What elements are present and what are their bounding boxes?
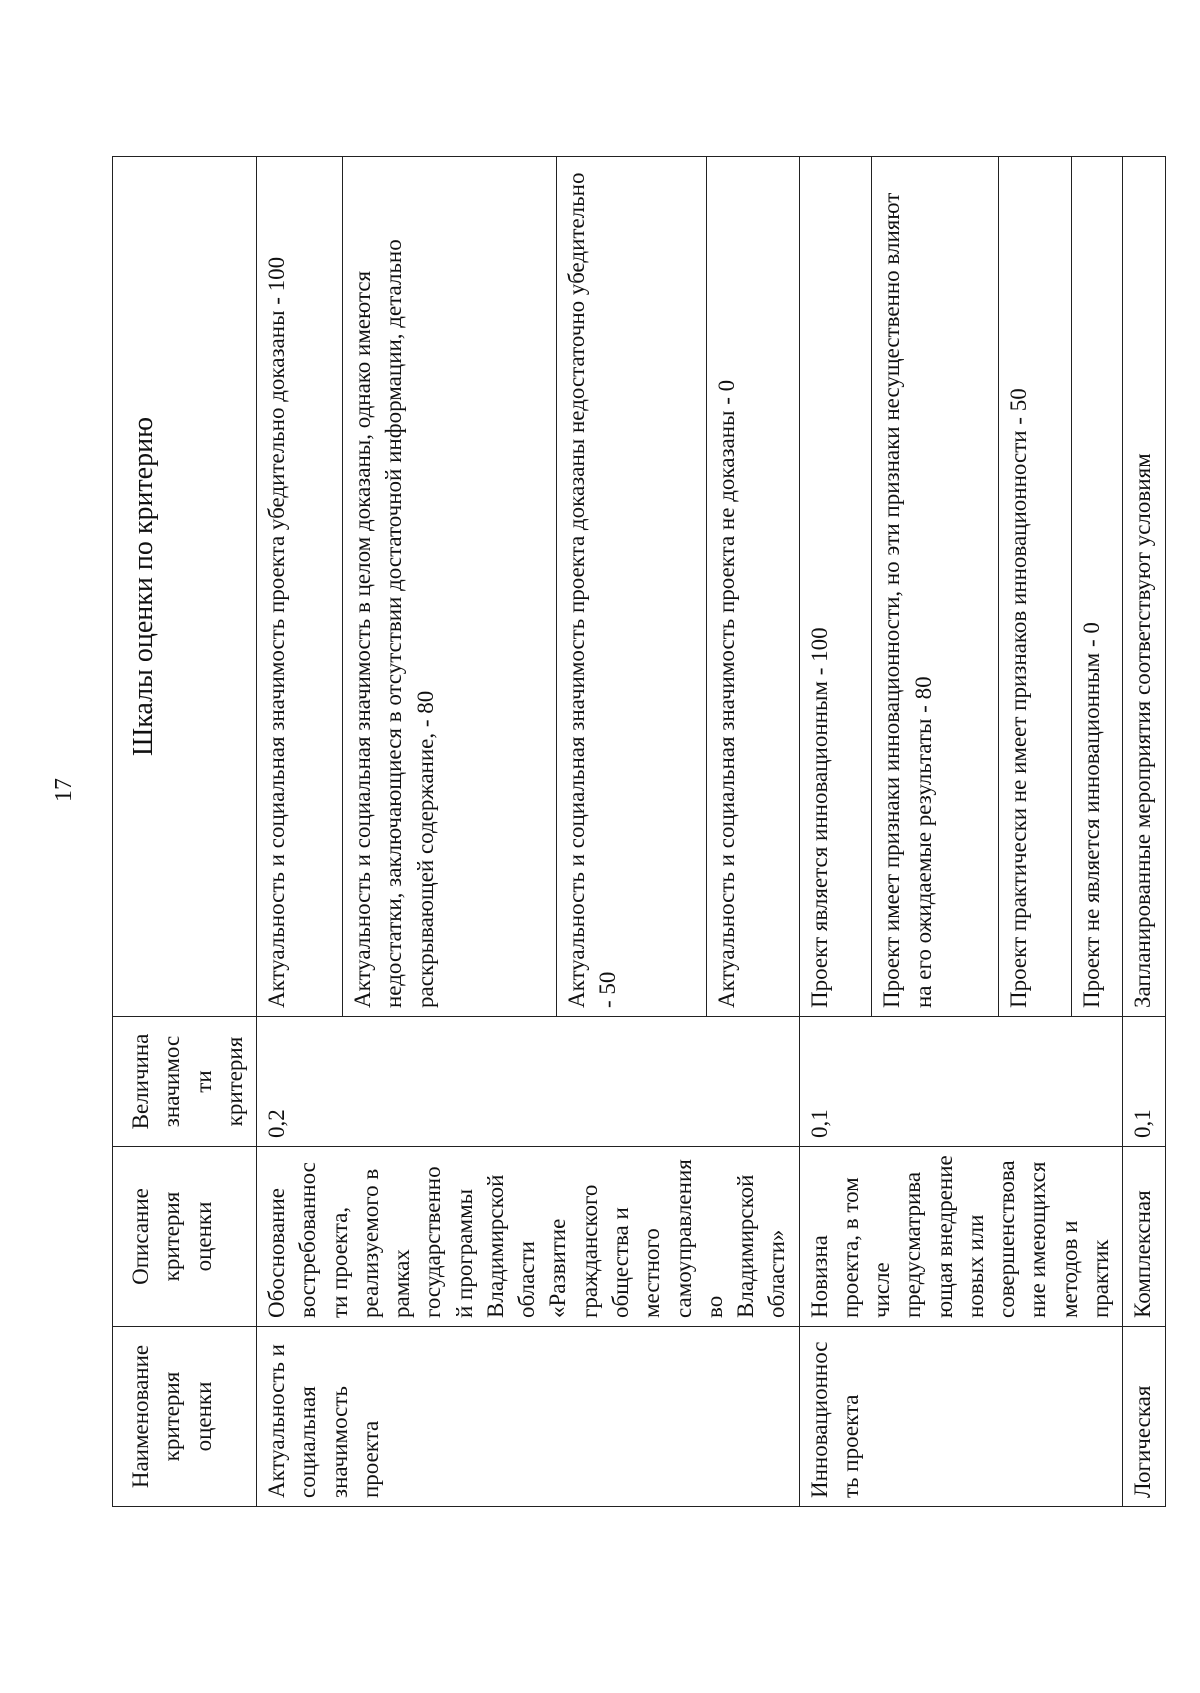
scale-item: Проект не является инновационным - 0 xyxy=(1072,157,1123,1017)
scale-item: Актуальность и социальная значимость проекта не доказаны - 0 xyxy=(706,157,799,1017)
criterion-weight: 0,1 xyxy=(799,1017,1123,1147)
table-row xyxy=(257,157,343,1507)
header-weight: Величина значимос ти критерия xyxy=(113,1017,257,1147)
header-row xyxy=(113,157,257,1507)
scale-item: Проект является инновационным - 100 xyxy=(799,157,872,1017)
criterion-weight: 0,2 xyxy=(257,1017,800,1147)
criterion-name: Логическая xyxy=(1123,1327,1165,1507)
scale-item: Проект практически не имеет признаков инновационности - 50 xyxy=(999,157,1072,1017)
criteria-table xyxy=(112,156,1166,1507)
criterion-name: Актуальность и социальная значимость проекта xyxy=(257,1327,800,1507)
page-number: 17 xyxy=(51,778,77,802)
table-row xyxy=(1123,157,1165,1507)
criterion-name: Инновационность проекта xyxy=(799,1327,1123,1507)
criterion-description: Новизна проекта, в том числе предусматривающая внедрение новых или совершенствование имеющихся методов и практик xyxy=(799,1147,1123,1327)
header-description: Описание критерия оценки xyxy=(113,1147,257,1327)
criterion-weight: 0,1 xyxy=(1123,1017,1165,1147)
header-scales: Шкалы оценки по критерию xyxy=(113,157,257,1017)
scale-item: Запланированные мероприятия соответствуют условиям xyxy=(1123,157,1165,1017)
scale-item: Актуальность и социальная значимость в целом доказаны, однако имеются недостатки, заключающиеся в отсутствии достаточной информации, детально раскрывающей содержание, - 80 xyxy=(343,157,557,1017)
scale-item: Актуальность и социальная значимость проекта доказаны недостаточно убедительно - 50 xyxy=(556,157,706,1017)
scale-item: Проект имеет признаки инновационности, но эти признаки несущественно влияют на его ожидаемые результаты - 80 xyxy=(872,157,999,1017)
table-wrapper xyxy=(112,157,1200,1498)
criterion-description: Обоснование востребованности проекта, реализуемого в рамках государственной программы Владимирской области «Развитие гражданского общества и местного самоуправления во Владимирской области» xyxy=(257,1147,800,1327)
criterion-description: Комплексная xyxy=(1123,1147,1165,1327)
scale-item: Актуальность и социальная значимость проекта убедительно доказаны - 100 xyxy=(257,157,343,1017)
table-row xyxy=(799,157,872,1507)
header-name: Наименование критерия оценки xyxy=(113,1327,257,1507)
table-rotation xyxy=(112,157,1156,1507)
